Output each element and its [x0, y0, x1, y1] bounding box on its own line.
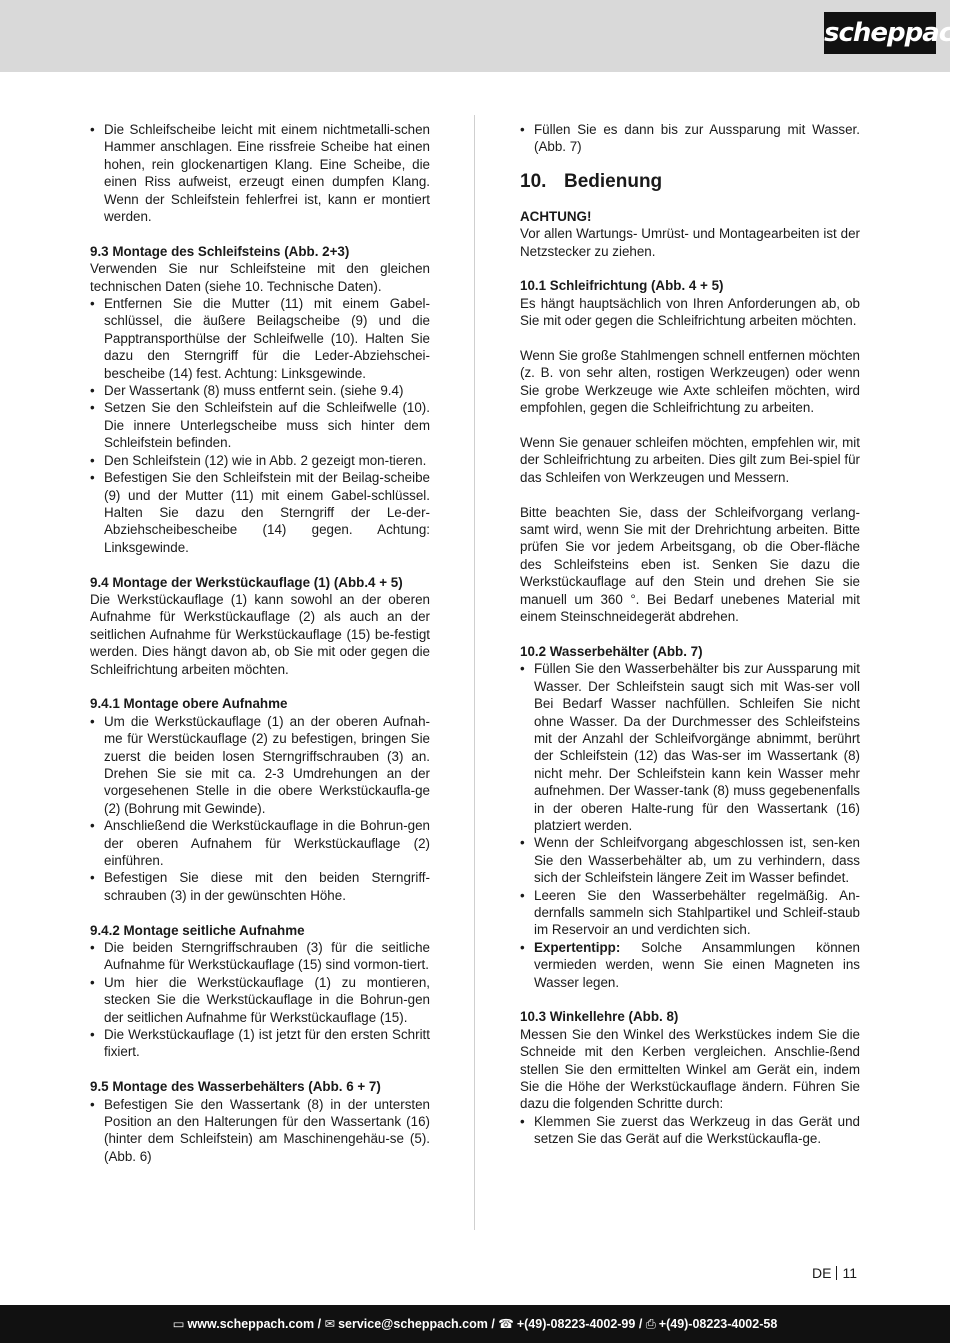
- list-item: • Anschließend die Werkstückauflage in die Bohrun-gen der oberen Aufnahem für Werkstückauflage (2) einführen.: [90, 817, 430, 869]
- list-item: • Setzen Sie den Schleifstein auf die Schleifwelle (10). Die innere Unterlegscheibe muss sich hinter dem Schleifstein befinden.: [90, 399, 430, 451]
- right-column: [520, 121, 860, 1148]
- column-divider: [474, 115, 475, 1230]
- list-item: • Die beiden Sterngriffschrauben (3) für die seitliche Aufnahme für Werkstückauflage (15) sind vormon-tiert.: [90, 939, 430, 974]
- section-heading-9-4-1: 9.4.1 Montage obere Aufnahme: [90, 696, 288, 712]
- list-item: • Die Werkstückauflage (1) ist jetzt für den ersten Schritt fixiert.: [90, 1026, 430, 1061]
- brand-logo: scheppach: [824, 12, 936, 54]
- left-column: [90, 121, 430, 1165]
- paragraph: Messen Sie den Winkel des Werkstückes indem Sie die Schneide mit den Kerben vergleichen. Anschlie-ßend stellen Sie den ermittelten Winkel am Gerät ein, indem Sie die Höhe der Werkstückauflage ändern. Führen Sie dazu die folgenden Schritte durch:: [520, 1026, 860, 1112]
- list-item-expert-tip: [520, 939, 860, 991]
- section-10-3-list: [520, 1113, 860, 1148]
- section-heading-9-5: 9.5 Montage des Wasserbehälters (Abb. 6 + 7): [90, 1079, 381, 1095]
- tip-text: Solche Ansammlungen können vermieden werden, wenn Sie einen Magneten ins Wasser legen.: [534, 939, 860, 990]
- section-heading-10-3: 10.3 Winkellehre (Abb. 8): [520, 1009, 679, 1025]
- paragraph: Die Werkstückauflage (1) kann sowohl an der oberen Aufnahme für Werkstückauflage (2) als auch an der seitlichen Aufnahme für Werkstückauflage (15) be-festigt werden. Dies hängt davon ab, ob Sie mit oder gegen die Schleifrichtung arbeiten möchten.: [90, 591, 430, 677]
- intro-list: [90, 121, 430, 225]
- list-item: • Füllen Sie es dann bis zur Aussparung mit Wasser. (Abb. 7): [520, 121, 860, 156]
- footer-website: www.scheppach.com: [187, 1317, 315, 1331]
- list-item: • Wenn der Schleifvorgang abgeschlossen ist, sen-ken Sie den Wasserbehälter ab, um zu verhindern, dass sich der Schleifstein längere Zeit im Wasser befindet.: [520, 834, 860, 886]
- paragraph: Es hängt hauptsächlich von Ihren Anforderungen ab, ob Sie mit oder gegen die Schleifrichtung arbeiten möchten.: [520, 295, 860, 329]
- section-heading-9-3: 9.3 Montage des Schleifsteins (Abb. 2+3): [90, 243, 350, 259]
- section-9-3-list: [90, 295, 430, 556]
- list-item: • Um hier die Werkstückauflage (1) zu montieren, stecken Sie die Werkstückauflage in die Bohrun-gen der seitlichen Aufnahme für Werkstückauflage (15).: [90, 974, 430, 1026]
- section-heading-10-2: 10.2 Wasserbehälter (Abb. 7): [520, 643, 703, 659]
- list-item: • Füllen Sie den Wasserbehälter bis zur Aussparung mit Wasser. Der Schleifstein saugt sich mit Was-ser voll Bei Bedarf Wasser nachfüllen. Schleifen Sie nicht ohne Wasser. Da der Durchmesser des Schleifsteins mit der Anzahl der Schleifvorgänge abnimmt, berührt der Schleifstein (12) das Was-ser im Wassertank (8) nicht mehr. Der Schleifstein kann kein Wasser mehr aufnehmen. Der Wasser-tank (8) muss gegebenenfalls in der oberen Halte-rung für den Wassertank (16) platziert werden.: [520, 660, 860, 834]
- footer-fax: +(49)-08223-4002-58: [658, 1317, 778, 1331]
- continued-list: [520, 121, 860, 156]
- section-9-4-2-list: [90, 939, 430, 1061]
- computer-icon: ▭: [172, 1317, 185, 1331]
- list-item: • Um die Werkstückauflage (1) an der oberen Aufnah-me für Werstückauflage (2) zu befestigen, bringen Sie zuerst die beiden losen Sterngriffschrauben (3) an. Drehen Sie sie mit ca. 2-3 Umdrehungen an der vorgesehenen Stelle in die obere Werkstückaufla-ge (2) (Bohrung mit Gewinde).: [90, 713, 430, 817]
- list-item: • Leeren Sie den Wasserbehälter regelmäßig. An-dernfalls sammeln sich Stahlpartikel und Schleif-staub im Reservoir an und verdichten sich.: [520, 887, 860, 939]
- footer-email: service@scheppach.com: [338, 1317, 488, 1331]
- fax-icon: ⎙: [645, 1317, 656, 1331]
- footer-bar: ▭ www.scheppach.com / ✉ service@scheppach.com / ☎ +(49)-08223-4002-99 / ⎙ +(49)-08223-4002-58: [0, 1305, 950, 1343]
- list-item: • Klemmen Sie zuerst das Werkzeug in das Gerät und setzen Sie das Gerät auf die Werkstückaufla-ge.: [520, 1113, 860, 1148]
- list-item: • Entfernen Sie die Mutter (11) mit einem Gabel-schlüssel, die äußere Beilagscheibe (9) und die Papptransporthülse der Schleifwelle (10). Halten Sie dazu den Sterngriff für die Leder-Abziehschei-bescheibe (14) fest. Achtung: Linksgewinde.: [90, 295, 430, 382]
- section-9-4-1-list: [90, 713, 430, 904]
- chapter-number: 10.: [520, 170, 547, 192]
- paragraph: Wenn Sie genauer schleifen möchten, empfehlen wir, mit der Schleifrichtung zu arbeiten. Dies gilt zum Bei-spiel für das Schleifen von Werkzeugen und Messern.: [520, 435, 860, 485]
- tip-label: Expertentipp:: [534, 939, 621, 955]
- section-heading-10-1: 10.1 Schleifrichtung (Abb. 4 + 5): [520, 278, 724, 294]
- header-bar: [0, 0, 971, 72]
- list-item: • Befestigen Sie den Wassertank (8) in der untersten Position an den Halterungen für den Wassertank (16) (hinter dem Schleifstein) am Maschinengehäu-se (5). (Abb. 6): [90, 1096, 430, 1166]
- list-item: • Der Wassertank (8) muss entfernt sein. (siehe 9.4): [90, 382, 430, 399]
- paragraph: Verwenden Sie nur Schleifsteine mit den gleichen technischen Daten (siehe 10. Technische Daten).: [90, 261, 430, 294]
- section-heading-9-4-2: 9.4.2 Montage seitliche Aufnahme: [90, 922, 305, 938]
- list-item: • Befestigen Sie diese mit den beiden Sterngriff-schrauben (3) in der gewünschten Höhe.: [90, 869, 430, 904]
- phone-icon: ☎: [498, 1317, 514, 1331]
- warning-label: ACHTUNG!: [520, 208, 592, 224]
- page-number: [812, 1265, 857, 1281]
- list-item: • Den Schleifstein (12) wie in Abb. 2 gezeigt mon-tieren.: [90, 452, 430, 469]
- section-10-2-list: [520, 660, 860, 991]
- paragraph: Bitte beachten Sie, dass der Schleifvorgang verlang-samt wird, wenn Sie mit der Drehrichtung arbeiten. Bitte prüfen Sie vor jedem Arbeitsgang, ob die Ober-fläche des Schleifsteins eben ist. Senken Sie dazu die Werkstückauflage auf den Stein und drehen Sie sie manuell um 360 °. Bei Bedarf unebenes Material mit einem Steinschneidegerät abdrehen.: [520, 504, 860, 625]
- chapter-heading: [520, 170, 860, 194]
- page-index: 11: [842, 1265, 857, 1281]
- list-item: • Die Schleifscheibe leicht mit einem nichtmetalli-schen Hammer anschlagen. Eine rissfreie Scheibe hat einen hohen, rein glockenartigen Klang. Eine Scheibe, die einen Riss aufweist, erzeugt einen dumpfen Klang. Wenn der Schleifstein fehlerfrei ist, kann er montiert werden.: [90, 121, 430, 225]
- section-9-5-list: [90, 1096, 430, 1166]
- footer-phone: +(49)-08223-4002-99: [516, 1317, 636, 1331]
- email-icon: ✉: [324, 1317, 336, 1331]
- section-heading-9-4: 9.4 Montage der Werkstückauflage (1) (Abb.4 + 5): [90, 574, 403, 590]
- paragraph: Wenn Sie große Stahlmengen schnell entfernen möchten (z. B. von sehr alten, rostigen Werkzeugen) oder wenn Sie grobe Werkzeuge wie Axte schleifen möchten, wird empfohlen, gegen die Schleifrichtung zu arbeiten.: [520, 348, 860, 416]
- chapter-title: Bedienung: [564, 170, 663, 192]
- list-item: • Befestigen Sie den Schleifstein mit der Beilag-scheibe (9) und der Mutter (11) mit einem Gabel-schlüssel. Halten Sie dazu den Sterngriff der Le-der-Abziehscheibescheibe (14) gegen. Achtung: Linksgewinde.: [90, 469, 430, 556]
- language-code: DE: [812, 1265, 832, 1281]
- warning-text: Vor allen Wartungs- Umrüst- und Montagearbeiten ist der Netzstecker zu ziehen.: [520, 226, 860, 259]
